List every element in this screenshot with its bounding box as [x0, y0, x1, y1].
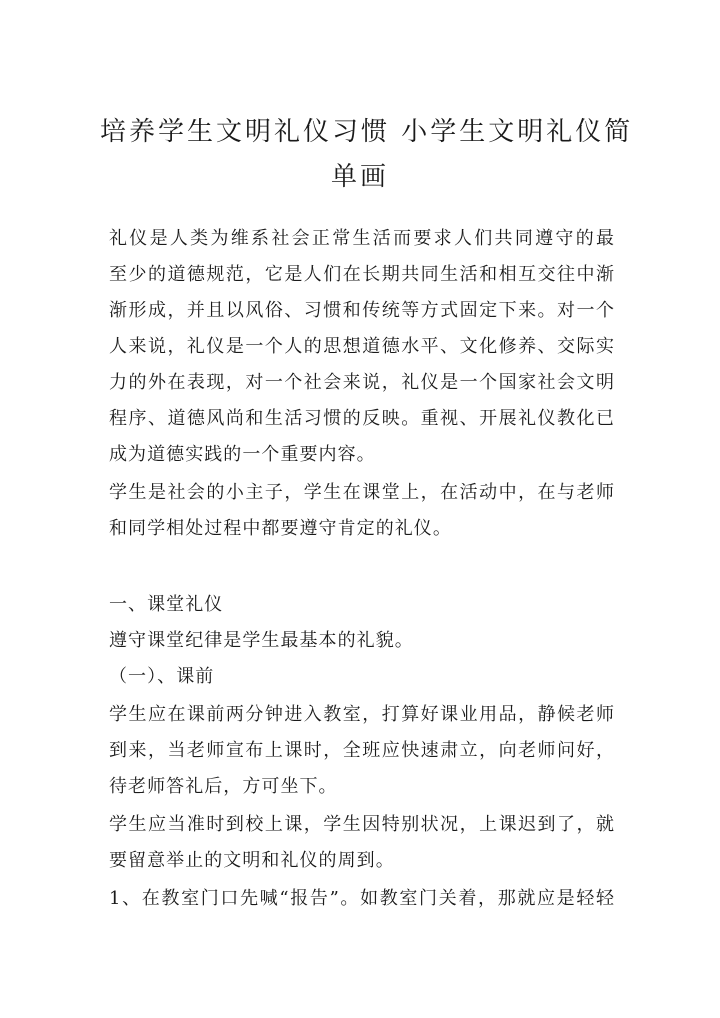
paragraph-5-line-2: 要留意举止的文明和礼仪的周到。 [109, 850, 395, 871]
paragraph-4-line-3: 待老师答礼后，方可坐下。 [109, 776, 338, 797]
section-heading-classroom: 一、课堂礼仪 [109, 594, 224, 615]
document-title-line-2: 单画 [330, 162, 389, 192]
paragraph-1-line-3: 渐形成，并且以风俗、习惯和传统等方式固定下来。对一个 [109, 300, 614, 321]
paragraph-4-line-2: 到来，当老师宣布上课时，全班应快速肃立，向老师问好， [109, 740, 614, 761]
paragraph-1-line-5: 力的外在表现，对一个社会来说，礼仪是一个国家社会文明 [109, 372, 614, 393]
list-item-1-line-1: 1、在教室门口先喊“报告”。如教室门关着，那就应是轻轻 [109, 888, 614, 909]
paragraph-1-line-6: 程序、道德风尚和生活习惯的反映。重视、开展礼仪教化已 [109, 408, 614, 429]
subheading-before-class: （一）、课前 [109, 666, 215, 687]
paragraph-5-line-1: 学生应当准时到校上课，学生因特别状况，上课迟到了，就 [109, 814, 614, 835]
paragraph-2-line-1: 学生是社会的小主子，学生在课堂上，在活动中，在与老师 [109, 482, 614, 503]
paragraph-1-line-2: 至少的道德规范，它是人们在长期共同生活和相互交往中渐 [109, 264, 614, 285]
paragraph-3-line-1: 遵守课堂纪律是学生最基本的礼貌。 [109, 630, 414, 651]
document-title-line-1: 培养学生文明礼仪习惯 小学生文明礼仪简 [100, 117, 634, 147]
paragraph-4-line-1: 学生应在课前两分钟进入教室，打算好课业用品，静候老师 [109, 704, 614, 725]
paragraph-1-line-4: 人来说，礼仪是一个人的思想道德水平、文化修养、交际实 [109, 336, 614, 357]
paragraph-1-line-1: 礼仪是人类为维系社会正常生活而要求人们共同遵守的最 [109, 228, 614, 249]
paragraph-1-line-7: 成为道德实践的一个重要内容。 [109, 444, 376, 465]
paragraph-2-line-2: 和同学相处过程中都要遵守肯定的礼仪。 [109, 518, 452, 539]
